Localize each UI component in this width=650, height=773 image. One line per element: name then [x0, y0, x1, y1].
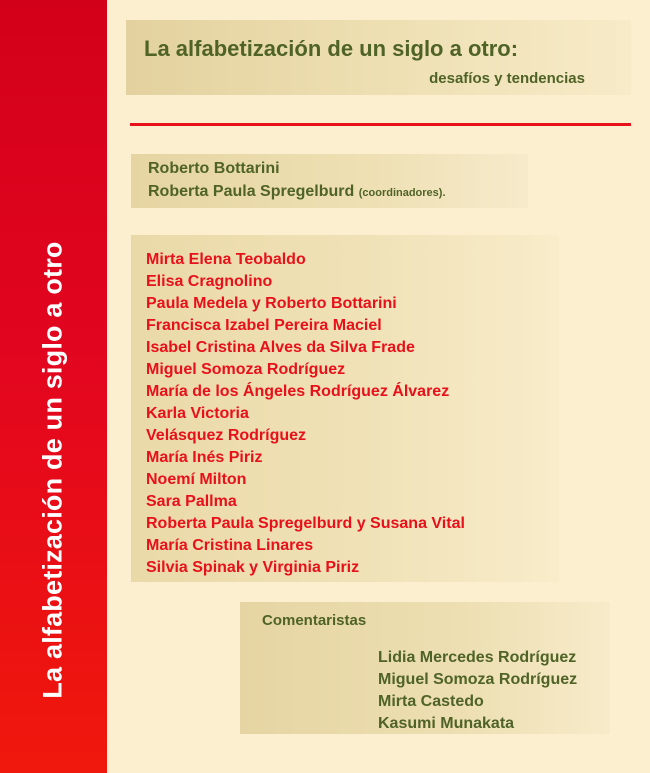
author-item: Francisca Izabel Pereira Maciel	[146, 317, 382, 334]
author-item: Miguel Somoza Rodríguez	[146, 361, 346, 378]
title-box	[126, 20, 631, 95]
author-item: Silvia Spinak y Virginia Piriz	[146, 559, 360, 576]
author-item: María de los Ángeles Rodríguez Álvarez	[146, 383, 450, 400]
commentator-item: Kasumi Munakata	[378, 715, 515, 732]
author-item: Velásquez Rodríguez	[146, 427, 307, 444]
author-item: Isabel Cristina Alves da Silva Frade	[146, 339, 415, 356]
authors-box	[131, 235, 559, 582]
coordinator-name: Roberto Bottarini	[148, 160, 280, 177]
commentator-item: Miguel Somoza Rodríguez	[378, 671, 578, 688]
author-item: Karla Victoria	[146, 405, 249, 422]
authors-list	[146, 249, 465, 579]
coordinator-line	[148, 183, 446, 201]
commentator-item: Mirta Castedo	[378, 693, 484, 710]
author-item: Mirta Elena Teobaldo	[146, 251, 306, 268]
cover-spine	[0, 0, 107, 773]
author-item: Sara Pallma	[146, 493, 237, 510]
commentator-item: Lidia Mercedes Rodríguez	[378, 649, 577, 666]
author-item: Paula Medela y Roberto Bottarini	[146, 295, 397, 312]
author-item: Noemí Milton	[146, 471, 247, 488]
coordinators-note: (coordinadores).	[358, 187, 446, 199]
coordinator-name: Roberta Paula Spregelburd	[148, 183, 355, 200]
author-item: María Inés Piriz	[146, 449, 263, 466]
author-item: Roberta Paula Spregelburd y Susana Vital	[146, 515, 465, 532]
spine-title: La alfabetización de un siglo a otro	[37, 241, 68, 699]
commentators-heading: Comentaristas	[262, 612, 367, 629]
book-subtitle: desafíos y tendencias	[429, 70, 585, 87]
author-item: María Cristina Linares	[146, 537, 314, 554]
commentators-list	[378, 647, 577, 735]
coordinators-box	[131, 154, 528, 208]
author-item: Elisa Cragnolino	[146, 273, 273, 290]
commentators-box	[240, 602, 610, 734]
book-title: La alfabetización de un siglo a otro:	[144, 36, 519, 61]
title-divider	[130, 123, 631, 126]
